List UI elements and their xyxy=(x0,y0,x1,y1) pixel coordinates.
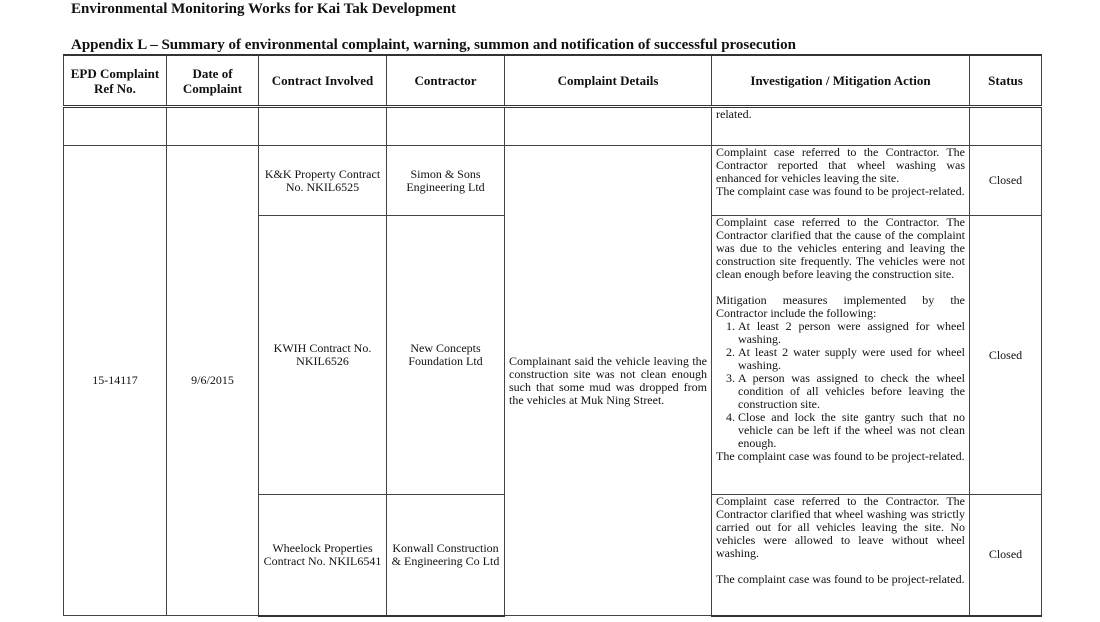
column-header-investigation: Investigation / Mitigation Action xyxy=(712,55,970,107)
complaint-ref-no: 15-14117 xyxy=(64,146,167,616)
complaint-details: Complainant said the vehicle leaving the construction site was not clean enough such that some mud was dropped from the vehicles at Muk Ning Street. xyxy=(505,146,712,616)
empty-cell xyxy=(970,107,1042,146)
mitigation-measure: 2. At least 2 water supply were used for wheel washing. xyxy=(738,346,965,372)
contractor: New Concepts Foundation Ltd xyxy=(387,216,505,495)
table-header-row xyxy=(64,55,1042,107)
investigation-action xyxy=(712,495,970,616)
empty-cell xyxy=(259,107,387,146)
mitigation-measure: 1. At least 2 person were assigned for wheel washing. xyxy=(738,320,965,346)
table-row xyxy=(64,146,1042,216)
status-value: Closed xyxy=(970,495,1042,616)
contractor: Konwall Construction & Engineering Co Ltd xyxy=(387,495,505,616)
investigation-conclusion: The complaint case was found to be project-related. xyxy=(716,184,965,198)
investigation-conclusion: The complaint case was found to be project-related. xyxy=(716,449,965,463)
status-value: Closed xyxy=(970,146,1042,216)
investigation-action xyxy=(712,216,970,495)
document-title: Environmental Monitoring Works for Kai Tak Development xyxy=(71,1,457,17)
empty-cell xyxy=(505,107,712,146)
column-header-contract: Contract Involved xyxy=(259,55,387,107)
column-header-details: Complaint Details xyxy=(505,55,712,107)
continuation-text: related. xyxy=(712,107,970,146)
investigation-text: Complaint case referred to the Contractor. The Contractor reported that wheel washing was enhanced for vehicles leaving the site. xyxy=(716,145,965,185)
mitigation-intro: Mitigation measures implemented by the Contractor include the following: xyxy=(716,293,965,320)
investigation-conclusion: The complaint case was found to be project-related. xyxy=(716,572,965,586)
complaint-summary-table xyxy=(63,54,1042,617)
contract-involved: KWIH Contract No. NKIL6526 xyxy=(259,216,387,495)
status-value: Closed xyxy=(970,216,1042,495)
mitigation-measures-list xyxy=(716,320,965,450)
appendix-title: Appendix L – Summary of environmental complaint, warning, summon and notification of successful prosecution xyxy=(71,37,796,53)
mitigation-measure: 3. A person was assigned to check the wheel condition of all vehicles before leaving the construction site. xyxy=(738,372,965,411)
contract-involved: K&K Property Contract No. NKIL6525 xyxy=(259,146,387,216)
column-header-ref-no: EPD Complaint Ref No. xyxy=(64,55,167,107)
contract-involved: Wheelock Properties Contract No. NKIL6541 xyxy=(259,495,387,616)
empty-cell xyxy=(387,107,505,146)
empty-cell xyxy=(167,107,259,146)
investigation-text: Complaint case referred to the Contractor. The Contractor clarified that the cause of the complaint was due to the vehicles entering and leaving the construction site frequently. The vehicles were not clean enough before leaving the construction site. xyxy=(716,215,965,281)
column-header-contractor: Contractor xyxy=(387,55,505,107)
investigation-action xyxy=(712,146,970,216)
investigation-text: Complaint case referred to the Contractor. The Contractor clarified that wheel washing was strictly carried out for all vehicles leaving the site. No vehicles were allowed to leave without wheel washing. xyxy=(716,494,965,560)
column-header-date: Date of Complaint xyxy=(167,55,259,107)
empty-cell xyxy=(64,107,167,146)
column-header-status: Status xyxy=(970,55,1042,107)
continuation-row xyxy=(64,107,1042,146)
complaint-date: 9/6/2015 xyxy=(167,146,259,616)
contractor: Simon & Sons Engineering Ltd xyxy=(387,146,505,216)
mitigation-measure: 4. Close and lock the site gantry such that no vehicle can be left if the wheel was not clean enough. xyxy=(738,411,965,450)
